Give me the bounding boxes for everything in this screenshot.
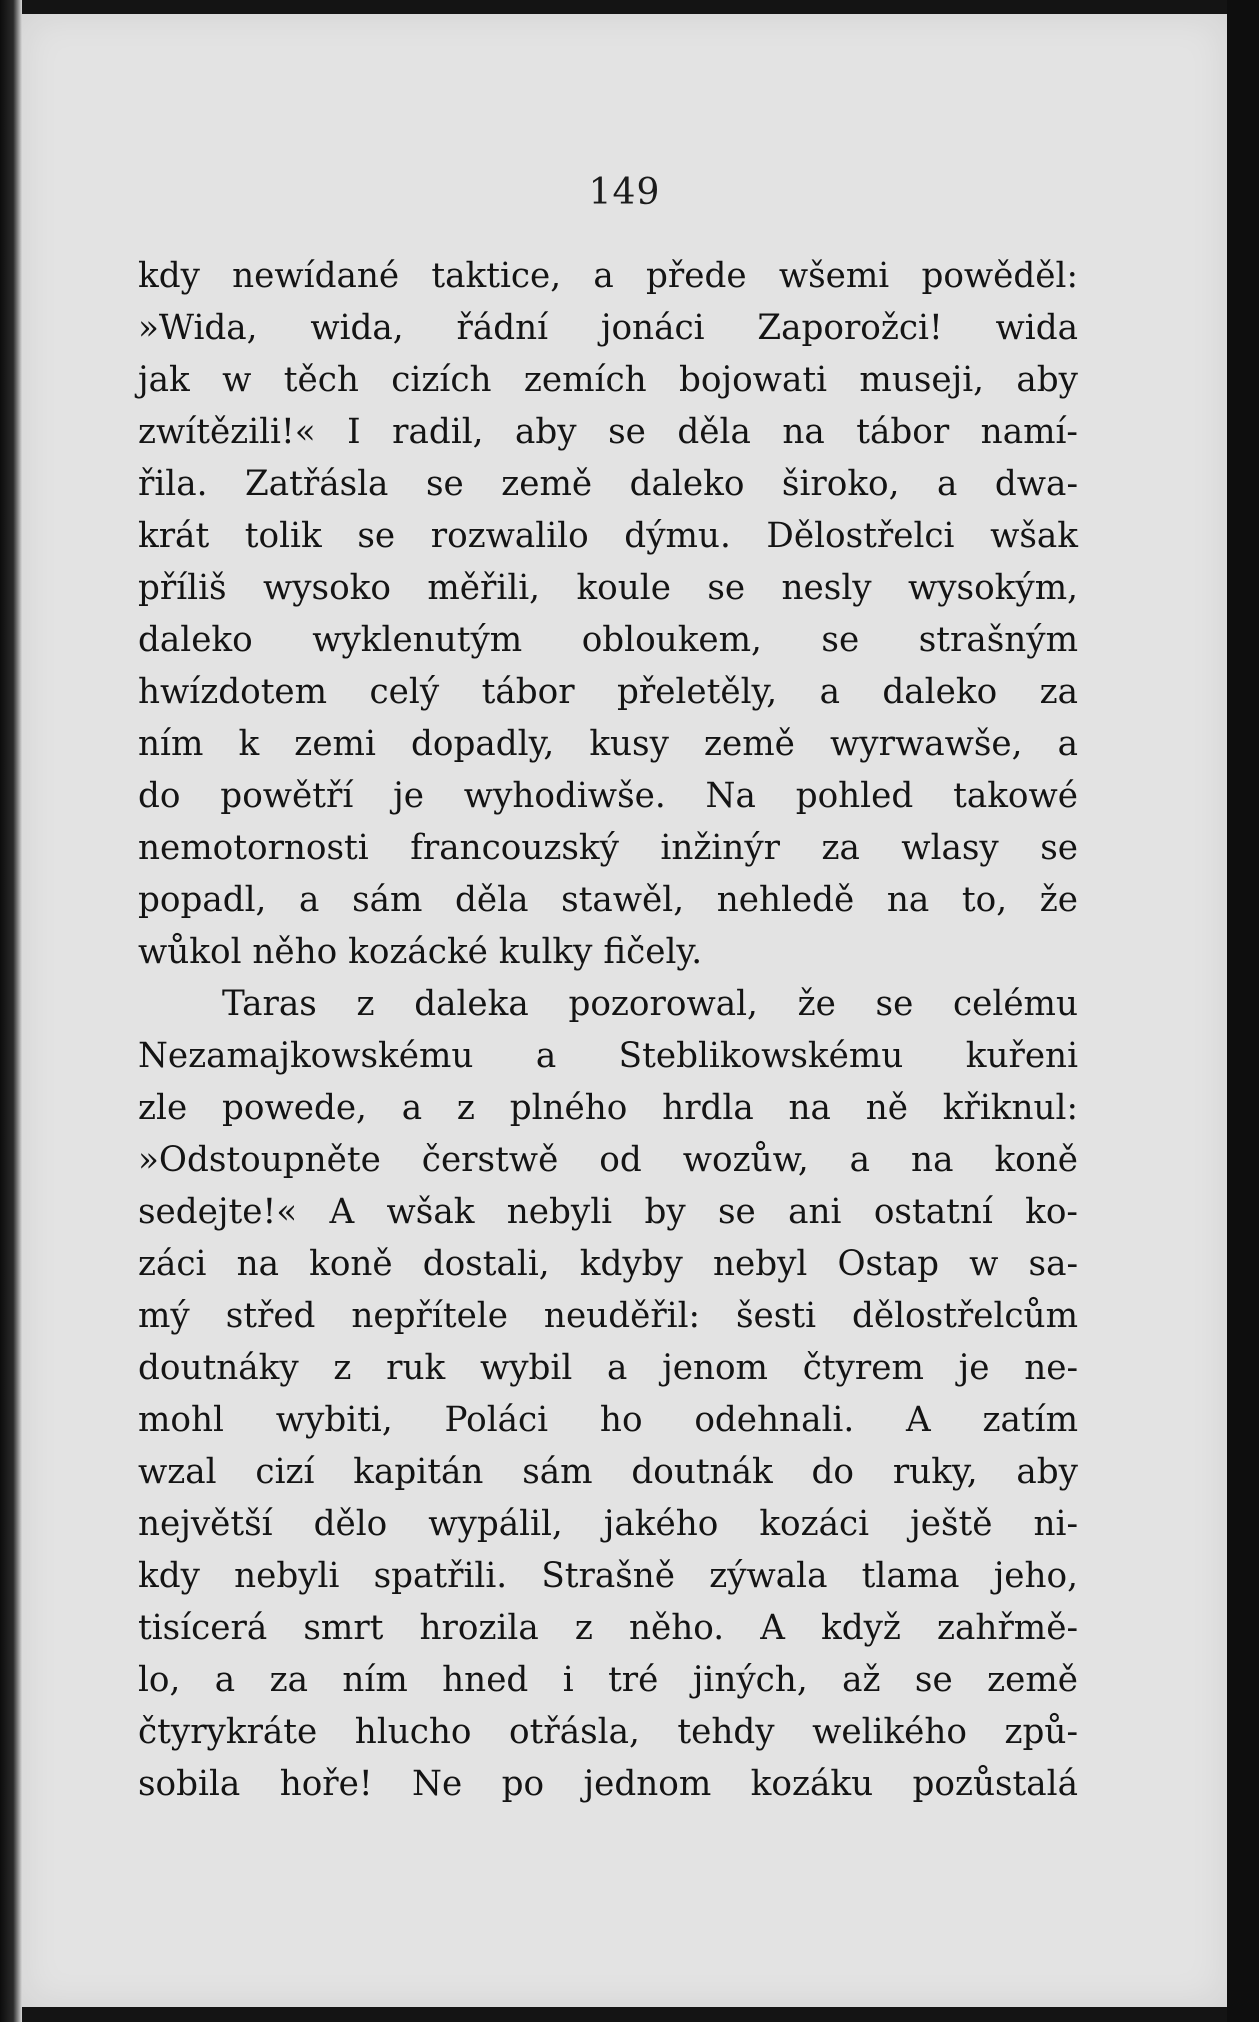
text-line: kdy nebyli spatřili. Strašně zýwala tlama jeho, [138,1556,1078,1596]
text-line: sedejte!« A wšak nebyli by se ani ostatní ko- [138,1192,1078,1232]
text-line: zwítězili!« I radil, aby se děla na tábor namí- [138,412,1078,452]
text-line: doutnáky z ruk wybil a jenom čtyrem je ne- [138,1348,1078,1388]
text-line: největší dělo wypálil, jakého kozáci ještě ni- [138,1504,1078,1544]
text-line: řila. Zatřásla se země daleko široko, a dwa- [138,464,1078,504]
text-line: krát tolik se rozwalilo dýmu. Dělostřelci wšak [138,516,1078,556]
text-line: »Wida, wida, řádní jonáci Zaporožci! wida [138,308,1078,348]
text-line: mý střed nepřítele neuděřil: šesti dělostřelcům [138,1296,1078,1336]
body-text [138,250,1078,1810]
text-line: mohl wybiti, Poláci ho odehnali. A zatím [138,1400,1078,1440]
text-line: »Odstoupněte čerstwě od wozůw, a na koně [138,1140,1078,1180]
text-line: sobila hoře! Ne po jednom kozáku pozůstalá [138,1764,1078,1804]
text-line: popadl, a sám děla stawěl, nehledě na to, že [138,880,1078,920]
text-line: záci na koně dostali, kdyby nebyl Ostap w sa- [138,1244,1078,1284]
text-line: daleko wyklenutým obloukem, se strašným [138,620,1078,660]
text-line: zle powede, a z plného hrdla na ně křiknul: [138,1088,1078,1128]
paragraph-end-line: wůkol něho kozácké kulky fičely. [138,932,703,972]
book-spine-shadow [0,0,22,2022]
text-line: jak w těch cizích zemích bojowati museji, aby [138,360,1078,400]
paragraph-start-line: Taras z daleka pozorowal, že se celému [222,984,1078,1024]
text-line: lo, a za ním hned i tré jiných, až se země [138,1660,1078,1700]
text-line: Nezamajkowskému a Steblikowskému kuřeni [138,1036,1078,1076]
text-line: ním k zemi dopadly, kusy země wyrwawše, a [138,724,1078,764]
text-line: wzal cizí kapitán sám doutnák do ruky, aby [138,1452,1078,1492]
page-number: 149 [588,172,661,213]
text-line: nemotornosti francouzský inžinýr za wlasy se [138,828,1078,868]
text-line: kdy newídané taktice, a přede wšemi powěděl: [138,256,1078,296]
book-page [22,14,1227,2007]
text-line: hwízdotem celý tábor přeletěly, a daleko za [138,672,1078,712]
text-line: tisícerá smrt hrozila z něho. A když zahřmě- [138,1608,1078,1648]
text-line: do powětří je wyhodiwše. Na pohled takowé [138,776,1078,816]
text-line: příliš wysoko měřili, koule se nesly wysokým, [138,568,1078,608]
text-line: čtyrykráte hlucho otřásla, tehdy welikého způ- [138,1712,1078,1752]
scan-border-right [1227,0,1259,2022]
